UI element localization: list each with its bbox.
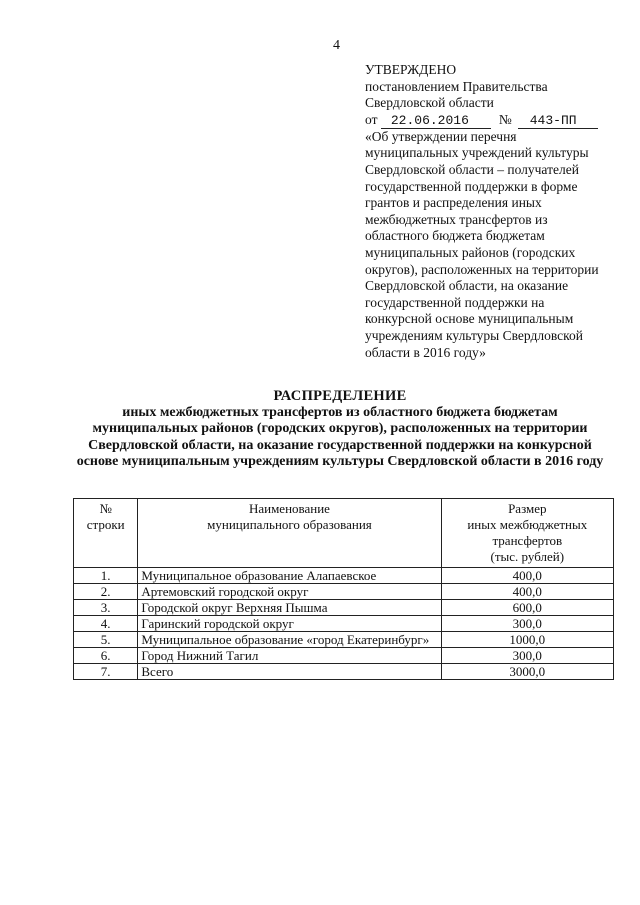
subject-line: области в 2016 году»: [365, 344, 486, 360]
header-amount: [441, 499, 613, 568]
subject-line: государственной поддержки в форме: [365, 178, 578, 194]
subject-line: округов), расположенных на территории: [365, 261, 599, 277]
table-row: [74, 584, 614, 600]
transfer-amount: 400,0: [441, 584, 613, 600]
row-number: 7.: [74, 664, 138, 680]
table-row: [74, 568, 614, 584]
table-row: [74, 632, 614, 648]
subtitle-line: муниципальных районов (городских округов), расположенных на территории: [92, 421, 588, 437]
document-title: РАСПРЕДЕЛЕНИЕ: [273, 388, 407, 404]
table-row: [74, 648, 614, 664]
municipality-name: Артемовский городской округ: [138, 584, 441, 600]
subject-line: межбюджетных трансфертов из: [365, 211, 548, 227]
row-number: 1.: [74, 568, 138, 584]
table-row-total: [74, 664, 614, 680]
transfer-amount: 400,0: [441, 568, 613, 584]
municipality-name: Муниципальное образование Алапаевское: [138, 568, 441, 584]
subject-line: муниципальных учреждений культуры: [365, 145, 589, 161]
header-text: №: [99, 501, 112, 516]
header-text: (тыс. рублей): [490, 549, 565, 564]
subject-line: Свердловской области, на оказание: [365, 278, 569, 294]
resolution-number: 443-ПП: [518, 114, 598, 129]
table-header-row: [74, 499, 614, 568]
table-row: [74, 600, 614, 616]
subject-line: муниципальных районов (городских: [365, 244, 576, 260]
resolution-date: 22.06.2016: [381, 114, 491, 129]
header-text: трансфертов: [492, 533, 563, 548]
subject-line: учреждениям культуры Свердловской: [365, 327, 583, 343]
subtitle-line: Свердловской области, на оказание государственной поддержки на конкурсной: [88, 437, 592, 453]
subject-line: «Об утверждении перечня: [365, 128, 517, 144]
number-label: №: [498, 111, 512, 127]
approval-heading: УТВЕРЖДЕНО: [365, 62, 457, 77]
row-number: 6.: [74, 648, 138, 664]
distribution-table: [73, 498, 614, 680]
header-text: строки: [86, 517, 125, 532]
transfer-amount: 300,0: [441, 616, 613, 632]
table-row: [74, 616, 614, 632]
municipality-name: Городской округ Верхняя Пышма: [138, 600, 441, 616]
municipality-name: Гаринский городской округ: [138, 616, 441, 632]
municipality-name: Город Нижний Тагил: [138, 648, 441, 664]
header-municipality: [138, 499, 441, 568]
header-text: Размер: [508, 501, 547, 516]
subtitle-line: основе муниципальным учреждениям культуры Свердловской области в 2016 году: [76, 454, 604, 470]
approval-line-1: постановлением Правительства: [365, 78, 548, 94]
subject-line: Свердловской области – получателей: [365, 161, 579, 177]
transfer-amount: 3000,0: [441, 664, 613, 680]
subject-line: конкурсной основе муниципальным: [365, 311, 574, 327]
date-prefix: от: [365, 111, 378, 127]
header-text: Наименование: [248, 501, 330, 516]
approval-line-2: Свердловской области: [365, 95, 494, 111]
row-number: 3.: [74, 600, 138, 616]
header-row-number: [74, 499, 138, 568]
approval-block: [365, 62, 620, 361]
municipality-name: Всего: [138, 664, 441, 680]
transfer-amount: 1000,0: [441, 632, 613, 648]
row-number: 2.: [74, 584, 138, 600]
subject-line: областного бюджета бюджетам: [365, 228, 545, 244]
subject-line: государственной поддержки на: [365, 294, 545, 310]
subject-line: грантов и распределения иных: [365, 195, 542, 211]
page-number: 4: [333, 38, 340, 53]
document-title-block: [60, 388, 620, 471]
row-number: 5.: [74, 632, 138, 648]
transfer-amount: 600,0: [441, 600, 613, 616]
subtitle-line: иных межбюджетных трансфертов из областного бюджета бюджетам: [122, 404, 558, 420]
municipality-name: Муниципальное образование «город Екатеринбург»: [138, 632, 441, 648]
transfer-amount: 300,0: [441, 648, 613, 664]
header-text: муниципального образования: [207, 517, 372, 532]
row-number: 4.: [74, 616, 138, 632]
approval-date-line: [365, 112, 620, 129]
header-text: иных межбюджетных: [467, 517, 588, 532]
